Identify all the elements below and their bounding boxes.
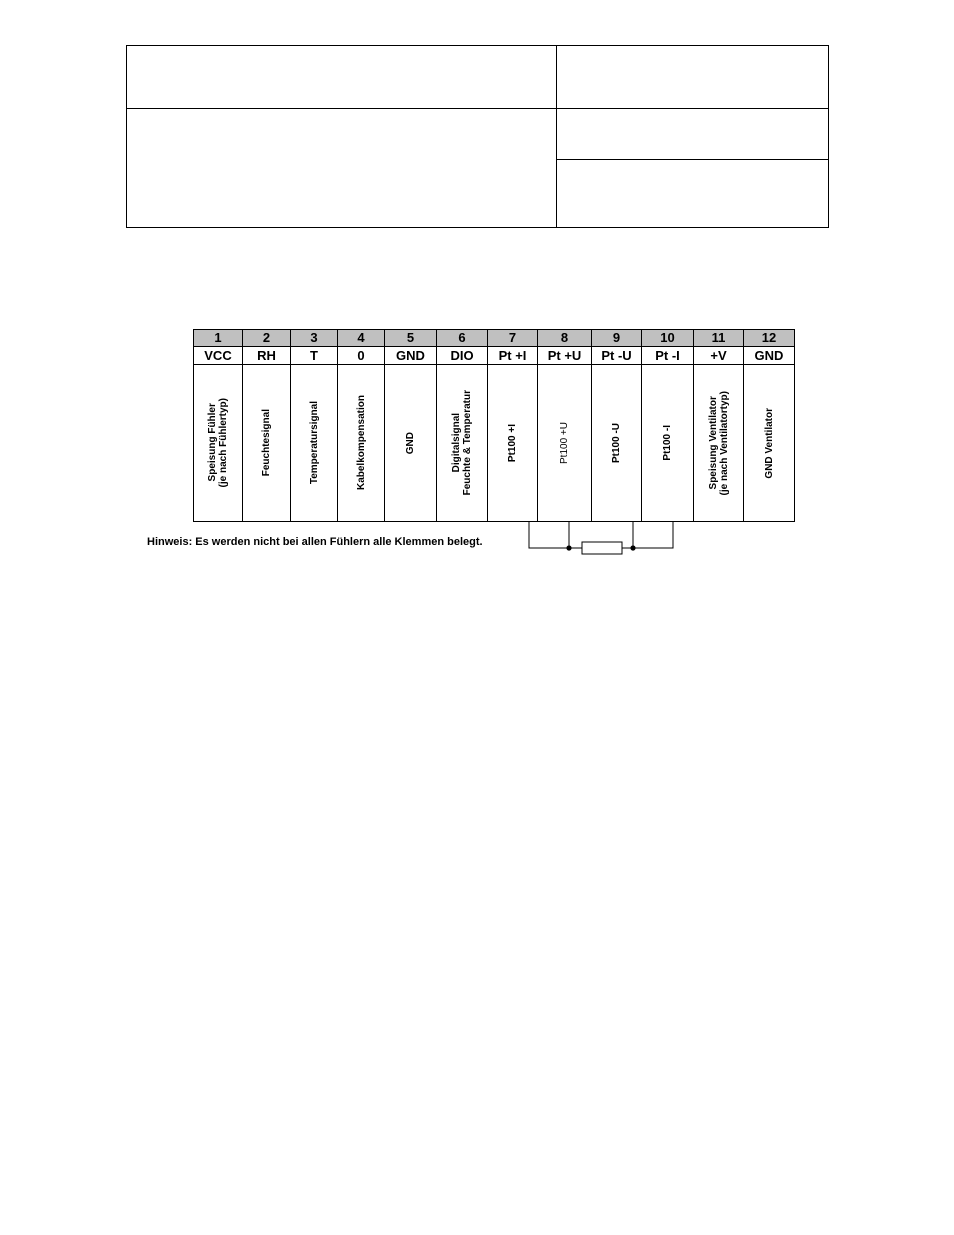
terminal-description-cell bbox=[437, 365, 488, 522]
form-cell-bottom-left bbox=[127, 109, 557, 228]
terminal-description-text: Speisung Ventilator (je nach Ventilatortyp) bbox=[707, 390, 730, 496]
terminal-symbol-cell: GND bbox=[385, 347, 437, 365]
terminal-description-text: Digitalsignal Feuchte & Temperatur bbox=[451, 390, 473, 496]
terminal-symbol-cell: 0 bbox=[338, 347, 385, 365]
form-cell-middle-right bbox=[557, 109, 829, 160]
junction-dot-left bbox=[566, 545, 571, 550]
terminal-description-row bbox=[194, 365, 795, 522]
terminal-description-cell bbox=[538, 365, 592, 522]
terminal-symbol-cell: T bbox=[291, 347, 338, 365]
terminal-description-text: Pt100 -I bbox=[662, 425, 673, 461]
form-header-table bbox=[126, 45, 829, 228]
terminal-number-cell: 4 bbox=[338, 330, 385, 347]
junction-dot-right bbox=[630, 545, 635, 550]
terminal-description-text: Speisung Fühler (je nach Fühlertyp) bbox=[207, 398, 229, 488]
terminal-symbol-cell: GND bbox=[744, 347, 795, 365]
terminal-symbol-cell: Pt +I bbox=[488, 347, 538, 365]
form-cell-top-left bbox=[127, 46, 557, 109]
terminal-symbol-cell: Pt +U bbox=[538, 347, 592, 365]
terminal-symbol-cell: RH bbox=[243, 347, 291, 365]
terminal-symbol-cell: DIO bbox=[437, 347, 488, 365]
terminal-description-text: Feuchtesignal bbox=[261, 409, 272, 477]
terminal-description-text: Pt100 +I bbox=[507, 423, 518, 463]
terminal-number-cell: 3 bbox=[291, 330, 338, 347]
terminal-description-cell bbox=[291, 365, 338, 522]
terminal-description-text: Temperatursignal bbox=[308, 401, 320, 485]
terminal-symbol-cell: Pt -I bbox=[642, 347, 694, 365]
terminal-description-cell bbox=[338, 365, 385, 522]
terminal-description-cell bbox=[385, 365, 437, 522]
terminal-symbol-cell: +V bbox=[694, 347, 744, 365]
terminal-description-text: Pt100 -U bbox=[611, 422, 622, 463]
terminal-description-cell bbox=[488, 365, 538, 522]
terminal-number-row bbox=[194, 330, 795, 347]
terminal-description-cell bbox=[642, 365, 694, 522]
terminal-number-cell: 5 bbox=[385, 330, 437, 347]
terminal-number-cell: 2 bbox=[243, 330, 291, 347]
terminal-description-cell bbox=[243, 365, 291, 522]
form-cell-bottom-right bbox=[557, 160, 829, 228]
pt100-wiring-diagram bbox=[520, 519, 680, 555]
terminal-description-cell bbox=[194, 365, 243, 522]
hint-note: Hinweis: Es werden nicht bei allen Fühlern alle Klemmen belegt. bbox=[147, 536, 483, 548]
terminal-number-cell: 10 bbox=[642, 330, 694, 347]
terminal-description-text: GND bbox=[405, 431, 416, 455]
terminal-number-cell: 11 bbox=[694, 330, 744, 347]
terminal-number-cell: 1 bbox=[194, 330, 243, 347]
terminal-description-cell bbox=[744, 365, 795, 522]
terminal-assignment-table bbox=[193, 329, 795, 522]
terminal-description-text: GND Ventilator bbox=[763, 407, 775, 479]
terminal-symbol-cell: VCC bbox=[194, 347, 243, 365]
terminal-number-cell: 7 bbox=[488, 330, 538, 347]
terminal-number-cell: 12 bbox=[744, 330, 795, 347]
form-cell-top-right bbox=[557, 46, 829, 109]
terminal-symbol-cell: Pt -U bbox=[592, 347, 642, 365]
resistor-symbol bbox=[582, 542, 622, 554]
terminal-symbol-row bbox=[194, 347, 795, 365]
terminal-description-text: Pt100 +U bbox=[559, 422, 570, 464]
terminal-number-cell: 6 bbox=[437, 330, 488, 347]
terminal-number-cell: 8 bbox=[538, 330, 592, 347]
terminal-description-text: Kabelkompensation bbox=[355, 395, 367, 491]
terminal-description-cell bbox=[592, 365, 642, 522]
terminal-number-cell: 9 bbox=[592, 330, 642, 347]
terminal-description-cell bbox=[694, 365, 744, 522]
